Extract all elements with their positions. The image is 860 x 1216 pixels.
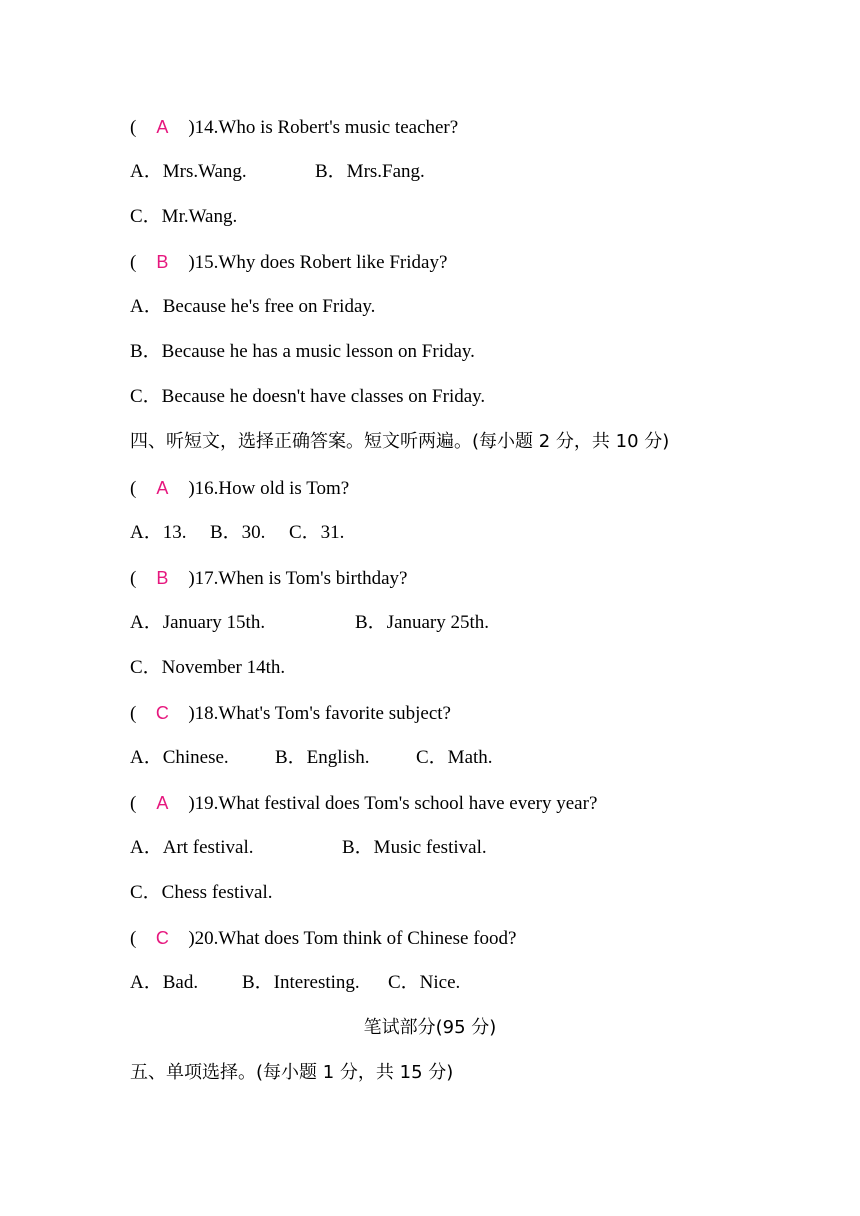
option-b: B．Mrs.Fang. <box>315 161 425 182</box>
option-b: B．Interesting. <box>242 972 360 993</box>
option-b: B．Music festival. <box>342 837 487 858</box>
question-18-text: )18.What's Tom's favorite subject? <box>188 703 451 724</box>
option-a: A．Because he's free on Friday. <box>130 296 376 317</box>
option-b: B．30. <box>210 522 266 543</box>
question-16-options <box>130 518 344 548</box>
answer-14: A <box>156 117 169 137</box>
question-14-text: )14.Who is Robert's music teacher? <box>188 117 459 138</box>
open-paren: ( <box>130 568 137 589</box>
open-paren: ( <box>130 793 137 814</box>
open-paren: ( <box>130 928 137 949</box>
option-a: A．Art festival. <box>130 837 254 858</box>
question-16 <box>130 473 349 503</box>
question-18-options <box>130 743 493 773</box>
question-20 <box>130 923 516 953</box>
answer-19: A <box>156 793 169 813</box>
answer-20: C <box>155 928 169 948</box>
question-15-option-b <box>130 337 475 367</box>
answer-17: B <box>156 568 169 588</box>
option-b: B．Because he has a music lesson on Friday. <box>130 341 475 362</box>
answer-15: B <box>156 252 169 272</box>
option-c: C．31. <box>289 522 345 543</box>
option-a: A．Chinese. <box>130 747 229 768</box>
question-19 <box>130 788 597 818</box>
answer-18: C <box>155 703 169 723</box>
section-5-heading: 五、单项选择。(每小题 1 分，共 15 分) <box>130 1062 454 1083</box>
option-c: C．Chess festival. <box>130 882 273 903</box>
question-20-options <box>130 968 460 998</box>
question-17-options-row-1 <box>130 608 489 638</box>
question-14 <box>130 112 458 142</box>
option-c: C．Mr.Wang. <box>130 206 238 227</box>
option-a: A．13. <box>130 522 187 543</box>
written-part-title: 笔试部分(95 分) <box>363 1017 497 1038</box>
question-20-text: )20.What does Tom think of Chinese food? <box>188 928 517 949</box>
question-19-text: )19.What festival does Tom's school have every year? <box>188 793 598 814</box>
open-paren: ( <box>130 117 137 138</box>
option-b: B．English. <box>275 747 370 768</box>
question-18 <box>130 698 451 728</box>
question-15-option-c <box>130 382 485 412</box>
option-c: C．November 14th. <box>130 657 286 678</box>
question-16-text: )16.How old is Tom? <box>188 478 350 499</box>
open-paren: ( <box>130 703 137 724</box>
option-c: C．Nice. <box>388 972 461 993</box>
option-b: B．January 25th. <box>355 612 490 633</box>
question-17 <box>130 563 407 593</box>
answer-16: A <box>156 478 169 498</box>
open-paren: ( <box>130 478 137 499</box>
question-14-options-row-2 <box>130 202 237 232</box>
question-14-options-row-1 <box>130 157 425 187</box>
question-15 <box>130 247 447 277</box>
question-17-text: )17.When is Tom's birthday? <box>188 568 408 589</box>
option-a: A．Bad. <box>130 972 199 993</box>
question-19-options-row-1 <box>130 833 487 863</box>
option-a: A．Mrs.Wang. <box>130 161 247 182</box>
question-15-option-a <box>130 292 375 322</box>
option-a: A．January 15th. <box>130 612 266 633</box>
section-4-heading: 四、听短文，选择正确答案。短文听两遍。(每小题 2 分，共 10 分) <box>130 431 670 452</box>
question-17-options-row-2 <box>130 653 285 683</box>
option-c: C．Math. <box>416 747 493 768</box>
option-c: C．Because he doesn't have classes on Friday. <box>130 386 486 407</box>
question-19-options-row-2 <box>130 878 273 908</box>
open-paren: ( <box>130 252 137 273</box>
question-15-text: )15.Why does Robert like Friday? <box>188 252 448 273</box>
